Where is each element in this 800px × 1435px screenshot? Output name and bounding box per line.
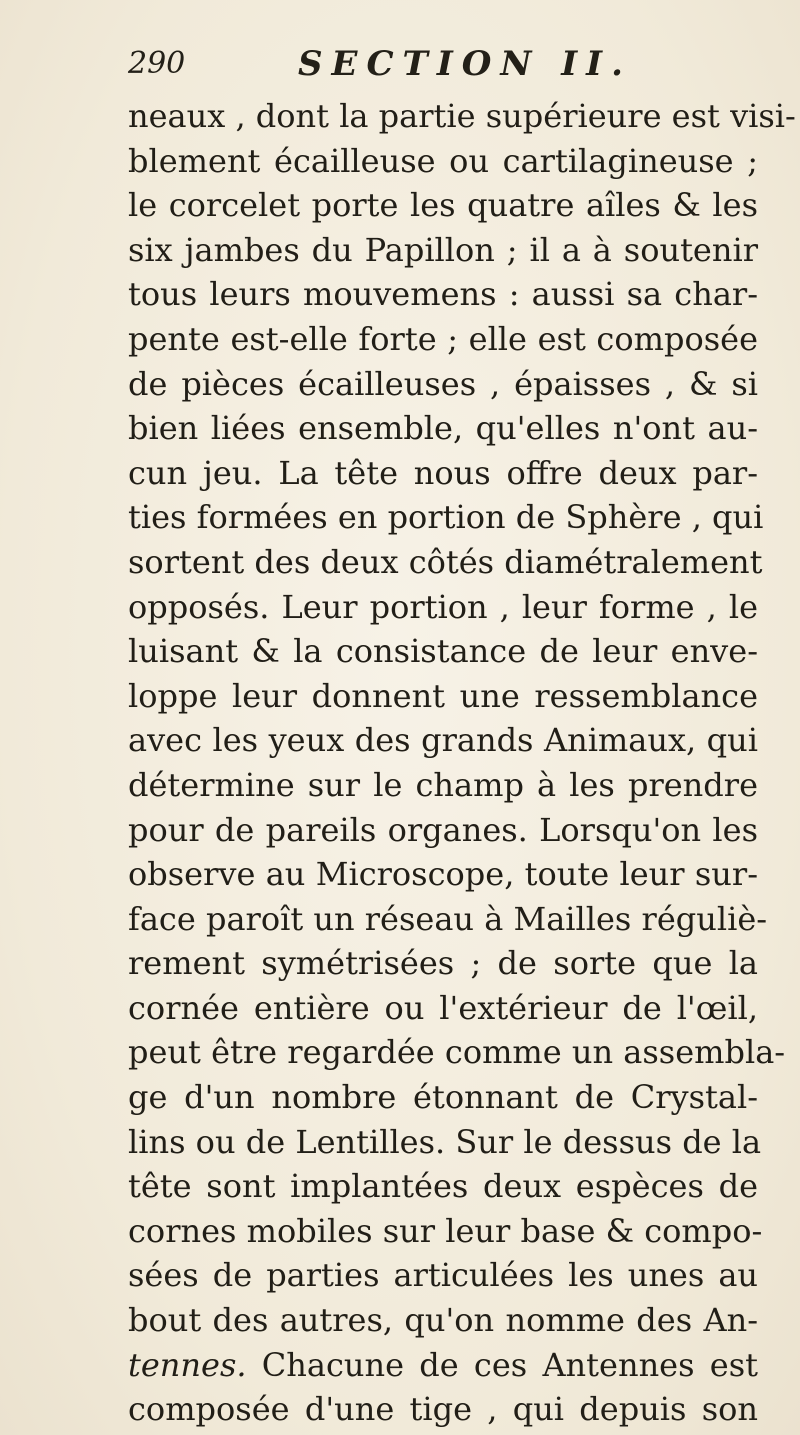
text-line: sortent des deux côtés diamétralement <box>128 542 763 581</box>
text-line: loppe leur donnent une ressemblance <box>128 676 758 715</box>
page-header <box>128 44 748 94</box>
text-line: six jambes du Papillon ; il a à soutenir <box>128 230 758 269</box>
text-line <box>128 1343 758 1388</box>
text-line: cornes mobiles sur leur base & compo- <box>128 1211 763 1250</box>
text-line: face paroît un réseau à Mailles réguliè- <box>128 899 768 938</box>
text-line: pour de pareils organes. Lorsqu'on les <box>128 810 758 849</box>
text-line: cornée entière ou l'extérieur de l'œil, <box>128 988 758 1027</box>
text-line: lins ou de Lentilles. Sur le dessus de la <box>128 1122 762 1161</box>
text-line: blement écailleuse ou cartilagineuse ; <box>128 141 758 180</box>
running-title: SECTION II. <box>298 44 632 84</box>
line-remainder: Chacune de ces Antennes est <box>246 1345 758 1384</box>
text-line: le corcelet porte les quatre aîles & les <box>128 186 758 225</box>
page-number: 290 <box>128 46 186 81</box>
text-line: pente est-elle forte ; elle est composée <box>128 319 758 358</box>
text-line: avec les yeux des grands Animaux, qui <box>128 721 758 760</box>
text-line: tous leurs mouvemens : aussi sa char- <box>128 275 758 314</box>
text-line: rement symétrisées ; de sorte que la <box>128 944 758 983</box>
italic-word: tennes. <box>128 1345 247 1384</box>
text-line: ties formées en portion de Sphère , qui <box>128 498 764 537</box>
text-line: opposés. Leur portion , leur forme , le <box>128 587 758 626</box>
text-line: peut être regardée comme un assembla- <box>128 1033 786 1072</box>
body-text <box>128 94 796 1432</box>
text-line: luisant & la consistance de leur enve- <box>128 632 758 671</box>
text-line: ge d'un nombre étonnant de Crystal- <box>128 1078 758 1117</box>
text-line: sées de parties articulées les unes au <box>128 1256 758 1295</box>
text-line: cun jeu. La tête nous offre deux par- <box>128 453 758 492</box>
text-line: neaux , dont la partie supérieure est visi- <box>128 97 796 135</box>
text-line: bout des autres, qu'on nomme des An- <box>128 1301 758 1340</box>
text-line: tête sont implantées deux espèces de <box>128 1167 758 1206</box>
text-line: bien liées ensemble, qu'elles n'ont au- <box>128 409 758 448</box>
text-line: observe au Microscope, toute leur sur- <box>128 855 758 894</box>
text-line: détermine sur le champ à les prendre <box>128 765 758 804</box>
text-line: composée d'une tige , qui depuis son <box>128 1390 758 1429</box>
text-line: de pièces écailleuses , épaisses , & si <box>128 364 758 403</box>
